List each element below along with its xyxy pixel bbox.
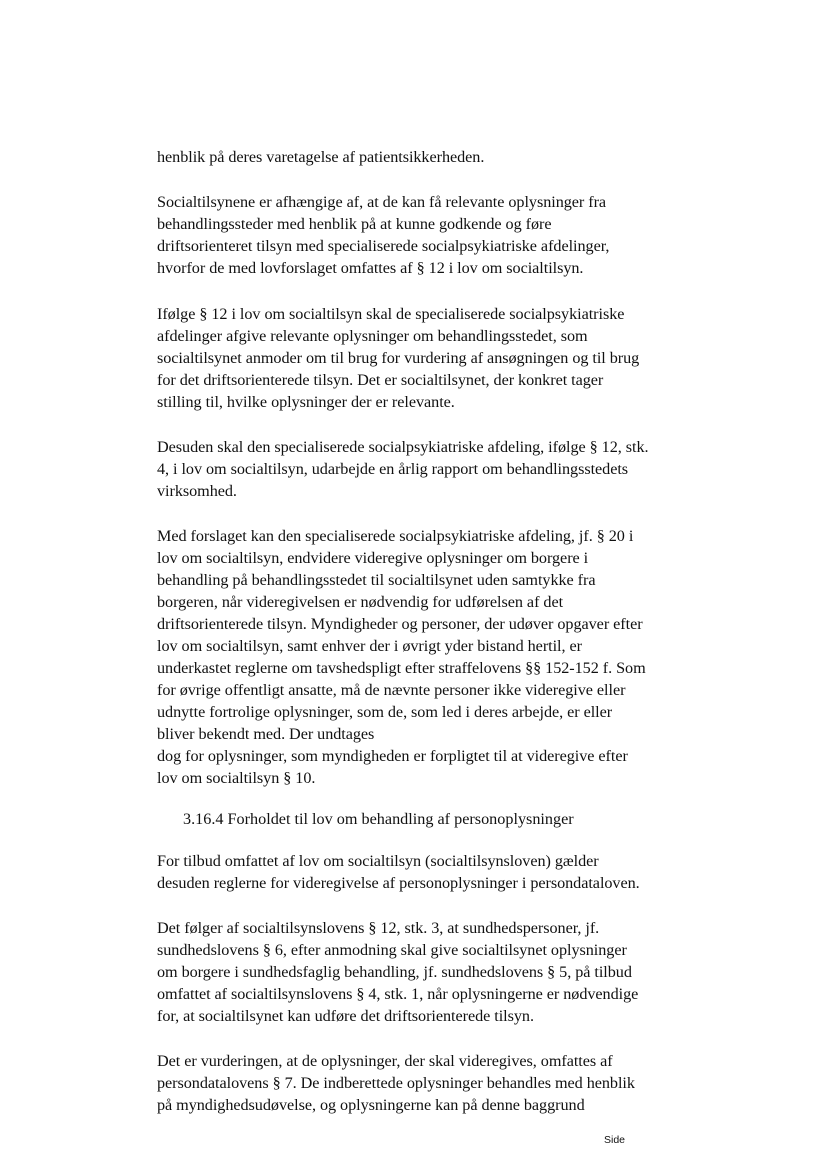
text-line: sundhedslovens § 6, efter anmodning skal give socialtilsynet oplysninger xyxy=(157,941,627,959)
text-line: Socialtilsynene er afhængige af, at de kan få relevante oplysninger fra xyxy=(157,193,607,211)
text-line: Desuden skal den specialiserede socialpsykiatriske afdeling, ifølge § 12, stk. xyxy=(157,438,649,456)
text-line: underkastet reglerne om tavshedspligt efter straffelovens §§ 152-152 f. Som xyxy=(157,659,646,677)
text-line: på myndighedsudøvelse, og oplysningerne kan på denne baggrund xyxy=(157,1096,585,1114)
text-line: for øvrige offentligt ansatte, må de nævnte personer ikke videregive eller xyxy=(157,681,626,699)
text-line: stilling til, hvilke oplysninger der er relevante. xyxy=(157,393,455,411)
text-line: udnytte fortrolige oplysninger, som de, som led i deres arbejde, er eller xyxy=(157,703,613,721)
text-line: omfattet af socialtilsynslovens § 4, stk. 1, når oplysningerne er nødvendige xyxy=(157,985,639,1003)
text-line: for, at socialtilsynet kan udføre det driftsorienterede tilsyn. xyxy=(157,1007,534,1025)
page-footer-side-label: Side xyxy=(604,1134,626,1146)
text-line: desuden reglerne for videregivelse af personoplysninger i persondataloven. xyxy=(157,874,640,892)
text-line: socialtilsynet anmoder om til brug for vurdering af ansøgningen og til brug xyxy=(157,349,640,367)
text-line: Det følger af socialtilsynslovens § 12, stk. 3, at sundhedspersoner, jf. xyxy=(157,919,600,937)
text-line: persondatalovens § 7. De indberettede oplysninger behandles med henblik xyxy=(157,1074,635,1092)
text-line: om borgere i sundhedsfaglig behandling, jf. sundhedslovens § 5, på tilbud xyxy=(157,963,632,981)
text-line: virksomhed. xyxy=(157,482,237,500)
text-line: lov om socialtilsyn, samt enhver der i øvrigt yder bistand hertil, er xyxy=(157,637,582,655)
text-line: hvorfor de med lovforslaget omfattes af § 12 i lov om socialtilsyn. xyxy=(157,259,584,277)
text-line: dog for oplysninger, som myndigheden er forpligtet til at videregive efter xyxy=(157,747,628,765)
text-line: for det driftsorienterede tilsyn. Det er socialtilsynet, der konkret tager xyxy=(157,371,604,389)
text-line: 4, i lov om socialtilsyn, udarbejde en årlig rapport om behandlingsstedets xyxy=(157,460,629,478)
text-line: Ifølge § 12 i lov om socialtilsyn skal de specialiserede socialpsykiatriske xyxy=(157,305,625,323)
text-line: borgeren, når videregivelsen er nødvendig for udførelsen af det xyxy=(157,593,564,611)
text-line: afdelinger afgive relevante oplysninger om behandlingsstedet, som xyxy=(157,327,588,345)
text-line: behandlingssteder med henblik på at kunne godkende og føre xyxy=(157,215,552,233)
text-line: lov om socialtilsyn, endvidere videregive oplysninger om borgere i xyxy=(157,549,589,567)
text-line: Det er vurderingen, at de oplysninger, der skal videregives, omfattes af xyxy=(157,1052,613,1070)
text-line: driftsorienterede tilsyn. Myndigheder og personer, der udøver opgaver efter xyxy=(157,615,643,633)
text-line: bliver bekendt med. Der undtages xyxy=(157,725,375,743)
text-line: Med forslaget kan den specialiserede socialpsykiatriske afdeling, jf. § 20 i xyxy=(157,527,634,545)
section-heading: 3.16.4 Forholdet til lov om behandling af personoplysninger xyxy=(183,810,574,828)
text-line: driftsorienteret tilsyn med specialiserede socialpsykiatriske afdelinger, xyxy=(157,237,610,255)
text-line: behandling på behandlingsstedet til socialtilsynet uden samtykke fra xyxy=(157,571,596,589)
text-line: For tilbud omfattet af lov om socialtilsyn (socialtilsynsloven) gælder xyxy=(157,852,599,870)
text-line: lov om socialtilsyn § 10. xyxy=(157,769,316,787)
text-line: henblik på deres varetagelse af patientsikkerheden. xyxy=(157,148,485,166)
